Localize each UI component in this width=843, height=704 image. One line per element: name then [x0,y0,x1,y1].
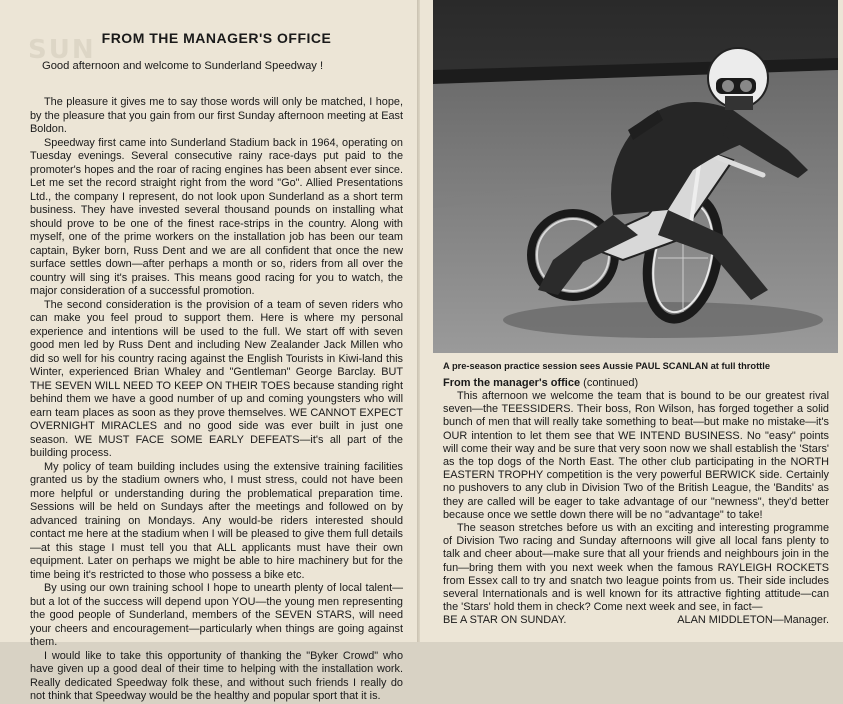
rider-illustration [433,0,838,353]
article-paragraph: I would like to take this opportunity of thanking the "Byker Crowd" who have given up a good deal of their time to helping with the installation work. Really dedicated Speedway folk these, and without such friends I really do not think that Speedway would be the healthy and popular sport that it is. [30,649,403,702]
article-paragraph: The second consideration is the provision of a team of seven riders who can make you feel proud to support them. Here is where my personal experience and intentions will be used to the full. We start off with seven good men led by Russ Dent and including New Zealander Jack Millen who did so well for his country racing against the English Tourists in Kiwi-land this Winter, experienced Brian Whaley and "Gentleman" George Barclay. BUT THE SEVEN WILL NEED TO KEEP ON THEIR TOES because standing right behind them we have a good number of up and coming youngsters who will earn team places as soon as they prove themselves. WE CANNOT EXPECT OVERNIGHT MIRACLES and no good side was ever built in just one season. WE MUST FACE SOME EARLY DEFEATS—it's all part of the building process. [30,298,403,459]
photo-caption: A pre-season practice session sees Aussie PAUL SCANLAN at full throttle [443,361,771,371]
continued-title: From the manager's office [443,377,581,389]
greeting: Good afternoon and welcome to Sunderland Speedway ! [42,60,324,72]
article-paragraph: This afternoon we welcome the team that is bound to be our greatest rival seven—the TEESSIDERS. Their boss, Ron Wilson, has forged together a solid bunch of men that will really take something to beat—but make no mistake—it's OUR intention to let them see that WE INTEND BUSINESS. No "easy" points will come their way and be sure that very soon now we shall establish the 'Stars' as the top dogs of the North East. The other club participating in the NORTH EASTERN TROPHY competition is the very powerful BERWICK side. Certainly no pushovers to any club in Division Two of the British League, the 'Bandits' as they are called will be eager to take advantage of our "newness", they'd better because once we settle down there will be no "advantage" to take! [443,390,829,521]
article-paragraph: The pleasure it gives me to say those words will only be matched, I hope, by the pleasure that you gain from our first Sunday afternoon meeting at East Boldon. [30,96,403,135]
right-page [420,0,843,642]
article-paragraph: Speedway first came into Sunderland Stadium back in 1964, operating on Tuesday evenings. Several consecutive rainy race-days put paid to the promoter's hopes and the roar of racing engines has been absent ever since. Let me set the record straight right from the word "Go". Allied Presentations Ltd., the company I represent, do not look upon Sunderland as a short term business. They have invested several thousand pounds on installing what should prove to be one of the finest race-strips in the country. Along with myself, one of the prime workers on the installation job has been our team captain, Byker born, Russ Dent and we are all confident that once the new surface settles down—after perhaps a month or so, riders from all over the country will sing it's praises. This means good racing for you to watch, the major consideration of a successful promotion. [30,136,403,297]
faded-background-lettering: SUN [28,35,96,65]
continued-heading [443,377,843,389]
article-paragraph: The season stretches before us with an exciting and interesting programme of Division Two racing and Sunday afternoons will give all local fans plenty to talk and cheer about—make sure that all your friends and neighbours join in the fun—bring them with you next week when the famous RAYLEIGH ROCKETS from Essex call to try and snatch two league points from us. Their side includes several Internationals and is well known for its attractive fighting attitude—can the 'Stars' hold them in check? Come next week and see, in fact— [443,522,829,614]
page-title: FROM THE MANAGER'S OFFICE [101,30,332,46]
left-page [0,0,420,702]
article-paragraph: By using our own training school I hope to unearth plenty of local talent—but a lot of the success will depend upon YOU—the young men representing the good people of Sunderland, members of the SEVEN STARS, will need your cheers and encouragement—particularly when things are going against them. [30,582,403,648]
speedway-rider-photo [433,0,838,353]
signoff [443,614,829,627]
continued-article [443,390,829,614]
manager-signature: ALAN MIDDLETON—Manager. [677,614,829,627]
continued-marker: (continued) [583,377,639,389]
managers-article [30,96,403,704]
article-paragraph: My policy of team building includes using the extensive training facilities granted us by the stadium owners who, I must stress, could not have been more helpful or understanding during the problematical preparation time. Sessions will be held on Sundays after the meetings and followed on by advanced training on Mondays. Any would-be riders interested should contact me here at the stadium when I will be pleased to give them full details—at this stage I must tell you that ALL applicants must have their own equipment. Later on perhaps we might be able to hire machinery but for the time being it's restricted to those who possess a bike etc. [30,460,403,581]
closing-slogan: BE A STAR ON SUNDAY. [443,614,567,627]
